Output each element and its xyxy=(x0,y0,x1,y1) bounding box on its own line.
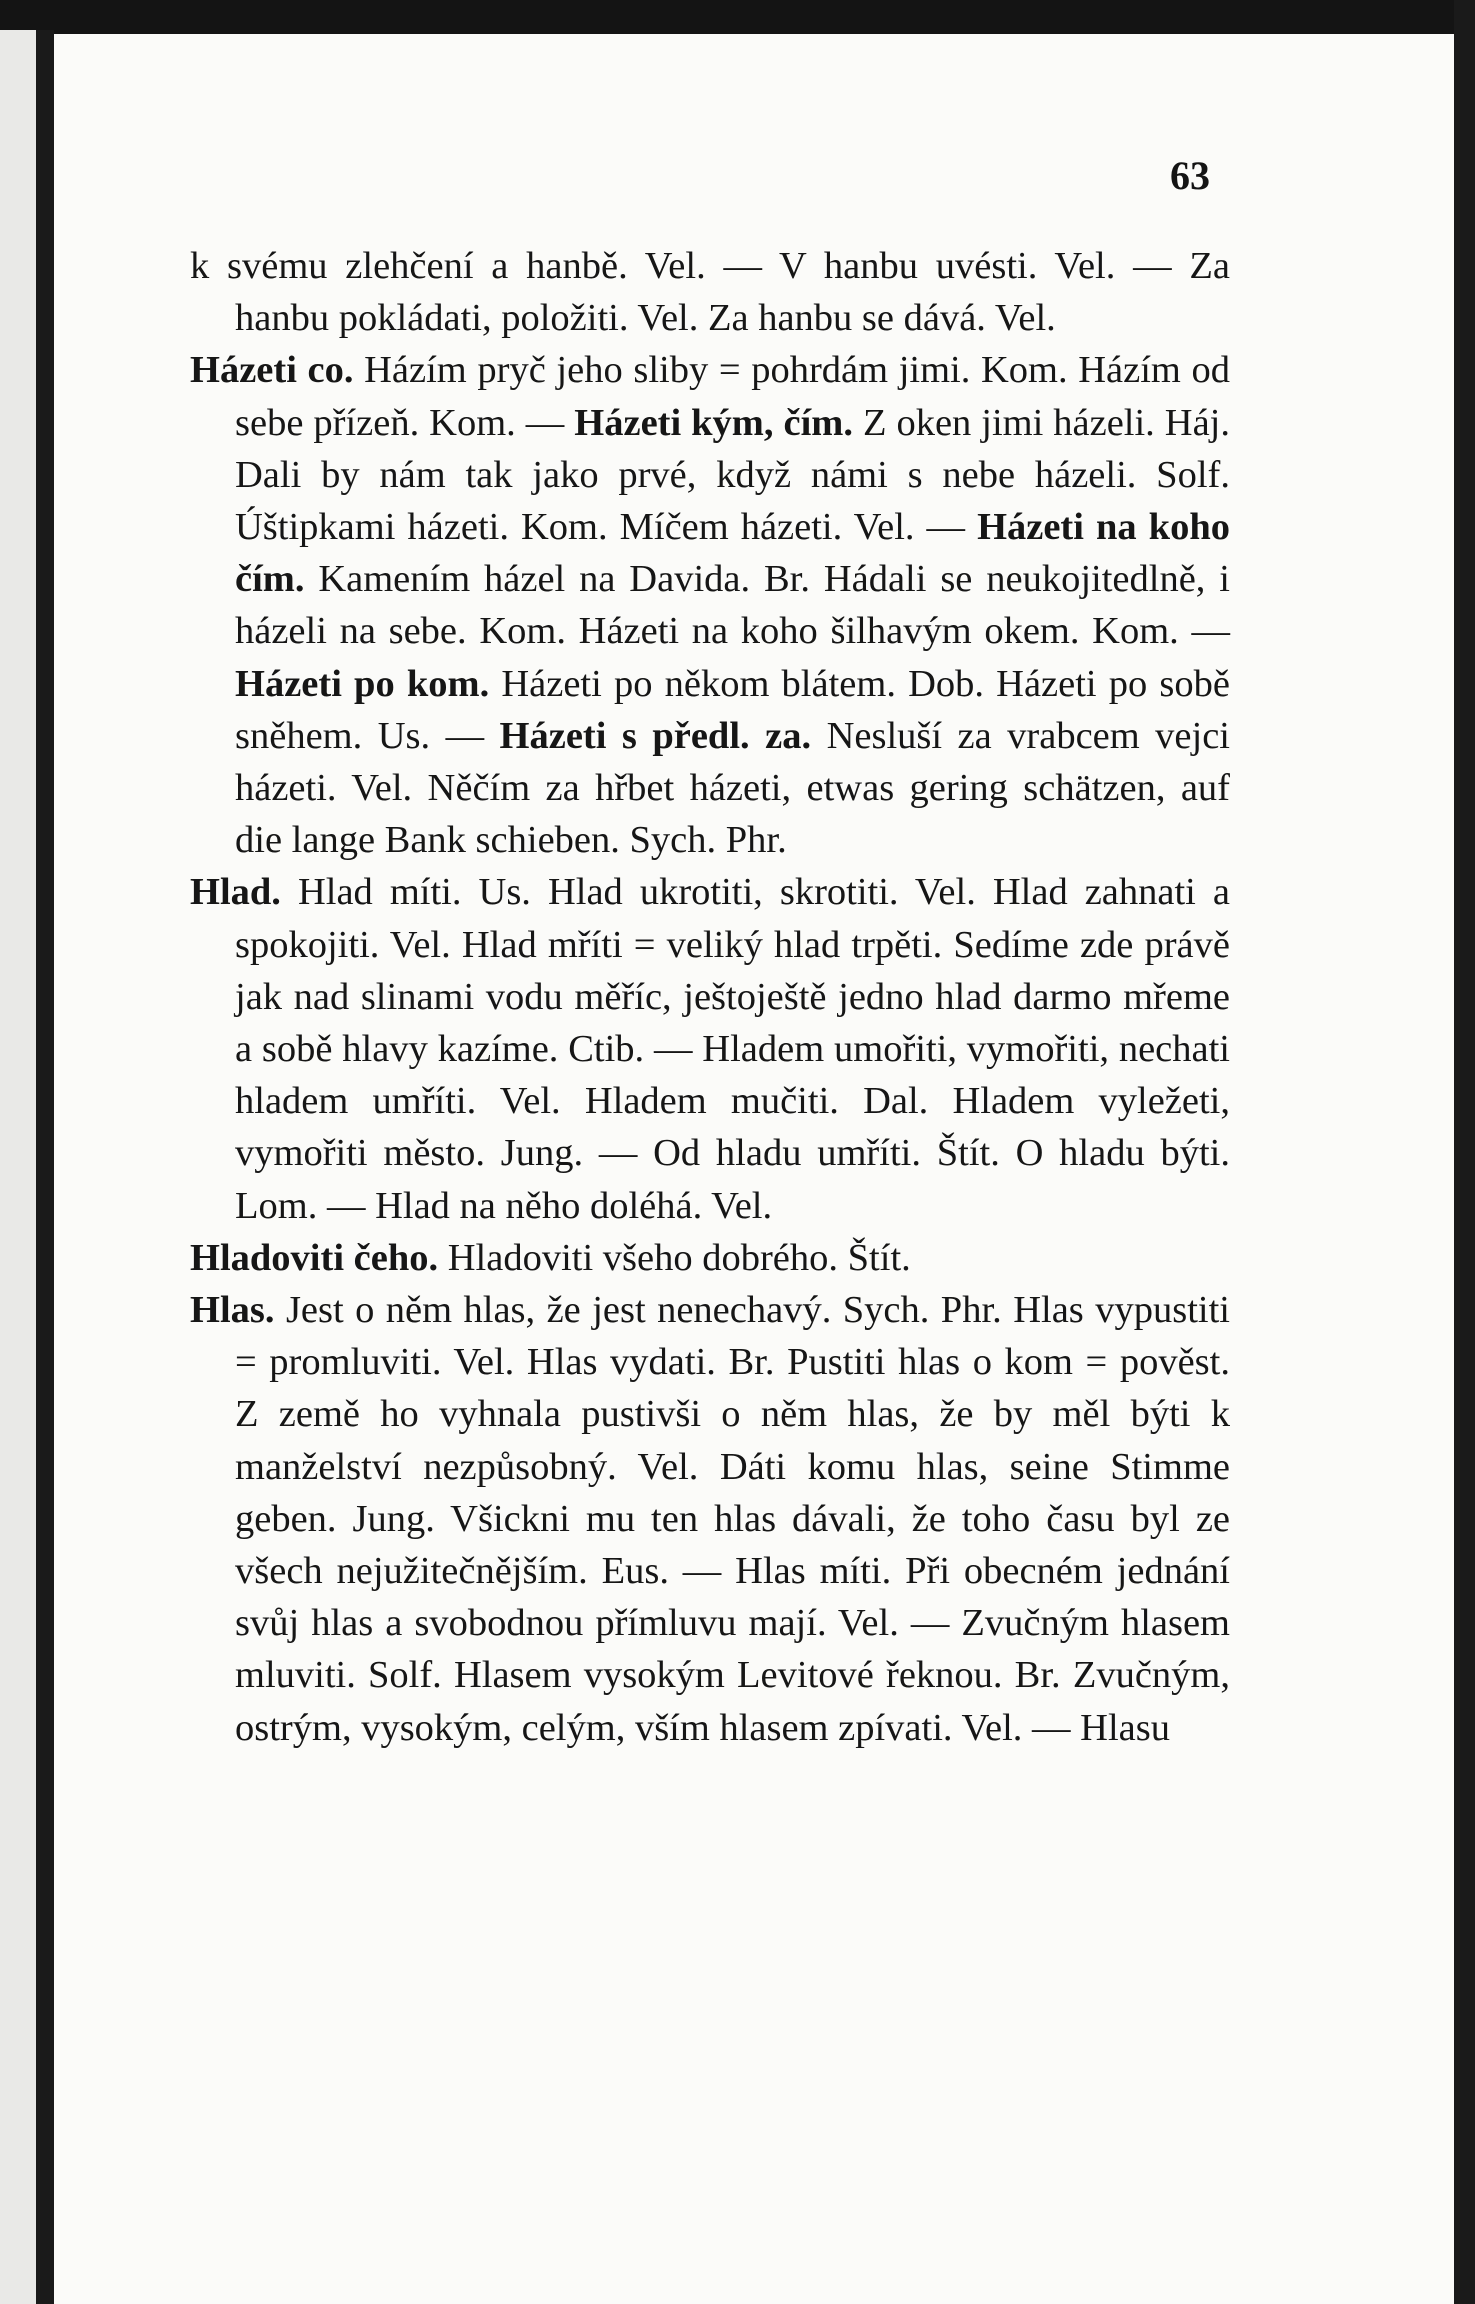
entry-headword: Hladoviti čeho. xyxy=(190,1236,439,1279)
sub-headword: Házeti s předl. za. xyxy=(499,714,812,757)
entry-hlad xyxy=(190,866,1230,1231)
entry-headword: Házeti co. xyxy=(190,349,354,392)
entry-text: Hladoviti všeho dobrého. Štít. xyxy=(438,1236,911,1279)
sub-headword: Házeti kým, čím. xyxy=(574,401,853,444)
entry-headword: Hlad. xyxy=(190,871,281,914)
entry-hladoviti xyxy=(190,1232,1230,1284)
entry-hazeti xyxy=(190,344,1230,866)
dictionary-text xyxy=(190,240,1230,1754)
entry-continuation xyxy=(190,240,1230,344)
entry-text: Házím pryč jeho sliby = pohrdám jimi. Kom. Házím od sebe přízeň. Kom. — Házeti kým, čím. Z oken jimi házeli. Háj. Dali by nám tak jako prvé, když námi s nebe házeli. Solf. Úštipkami házeti. Kom. Míčem házeti. Vel. — Házeti na koho čím. Kamením házel na Davida. Br. Hádali se neukojitedlně, i házeli na sebe. Kom. Házeti na koho šilhavým okem. Kom. — Házeti po kom. Házeti po někom blátem. Dob. Házeti po sobě sněhem. Us. — Házeti s předl. za. Nesluší za vrabcem vejci házeti. Vel. Něčím za hřbet házeti, etwas gering schätzen, auf die lange Bank schieben. Sych. Phr. xyxy=(235,349,1231,862)
entry-hlas xyxy=(190,1284,1230,1754)
sub-headword: Házeti po kom. xyxy=(235,662,490,705)
page-number: 63 xyxy=(1170,153,1210,198)
sub-headword: Házeti na koho čím. xyxy=(235,506,1230,601)
entry-text: Jest o něm hlas, že jest nenechavý. Sych. Phr. Hlas vypustiti = promluviti. Vel. Hlas vydati. Br. Pustiti hlas o kom = pověst. Z země ho vyhnala pustivši o něm hlas, že by měl býti k manželství nezpůsobný. Vel. Dáti komu hlas, seine Stimme geben. Jung. Všickni mu ten hlas dávali, že toho času byl ze všech nejužitečnějším. Eus. — Hlas míti. Při obecném jednání svůj hlas a svobodnou přímluvu mají. Vel. — Zvučným hlasem mluviti. Solf. Hlasem vysokým Levitové řeknou. Br. Zvučným, ostrým, vysokým, celým, vším hlasem zpívati. Vel. — Hlasu xyxy=(235,1289,1230,1749)
scan-right-border xyxy=(1454,0,1475,2304)
page-gutter xyxy=(36,30,54,2304)
entry-headword: Hlas. xyxy=(190,1289,275,1332)
entry-text: Hlad míti. Us. Hlad ukrotiti, skrotiti. Vel. Hlad zahnati a spokojiti. Vel. Hlad mříti = veliký hlad trpěti. Sedíme zde právě jak nad slinami vodu měříc, ještoještě jedno hlad darmo mřeme a sobě hlavy kazíme. Ctib. — Hladem umořiti, vymořiti, nechati hladem umříti. Vel. Hladem mučiti. Dal. Hladem vyležeti, vymořiti město. Jung. — Od hladu umříti. Štít. O hladu býti. Lom. — Hlad na něho doléhá. Vel. xyxy=(235,871,1230,1227)
adjacent-page-edge xyxy=(0,30,36,2304)
entry-text: k svému zlehčení a hanbě. Vel. — V hanbu uvésti. Vel. — Za hanbu pokládati, položiti. Vel. Za hanbu se dává. Vel. xyxy=(190,245,1230,340)
